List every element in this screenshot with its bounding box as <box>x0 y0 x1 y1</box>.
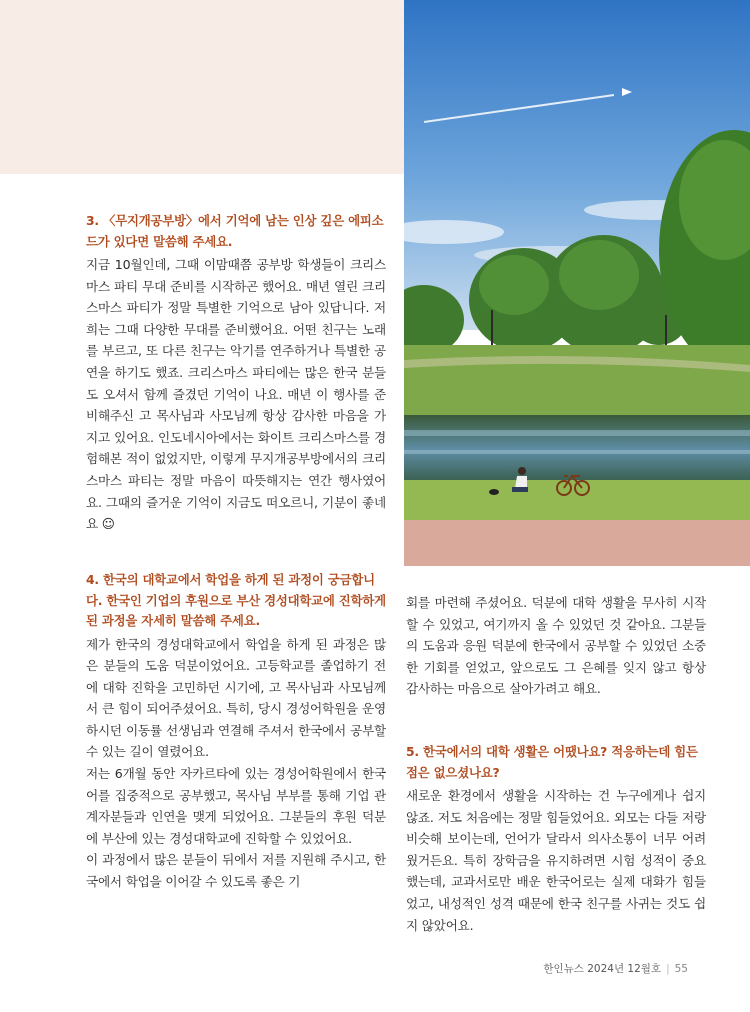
page-footer <box>543 961 688 976</box>
q3-answer: 지금 10월인데, 그때 이맘때쯤 공부방 학생들이 크리스마스 파티 무대 준비를 시작하곤 했어요. 매년 열린 크리스마스 파티가 정말 특별한 기억으로 남아 있답니다. 저희는 그때 다양한 무대를 준비했어요. 어떤 친구는 노래를 부르고, 또 다른 친구는 악기를 연주하거나 특별한 공연을 하기도 했죠. 크리스마스 파티에는 많은 한국 분들도 오셔서 함께 즐겼던 기억이 나요. 매년 이 행사를 준비해주신 고 목사님과 사모님께 항상 감사한 마음을 가지고 있어요. 인도네시아에서는 화이트 크리스마스를 경험해본 적이 없었지만, 이렇게 무지개공부방에서의 크리스마스 파티는 정말 마음이 따뜻해지는 연간 행사였어요. 그때의 즐거운 기억이 지금도 떠오르니, 기분이 좋네요 ☺ <box>86 257 386 532</box>
q4-answer-continued: 회를 마련해 주셨어요. 덕분에 대학 생활을 무사히 시작할 수 있었고, 여기까지 올 수 있었던 것 같아요. 그분들의 도움과 응원 덕분에 한국에서 공부할 수 있었던 소중한 기회를 얻었고, 앞으로도 그 은혜를 잊지 않고 항상 감사하는 마음으로 살아가려고 해요. <box>406 595 706 697</box>
page-number: 55 <box>674 963 688 975</box>
decorative-pink-block <box>0 0 404 174</box>
q4-continuation-block <box>406 592 706 700</box>
q4-answer-p2: 저는 6개월 동안 자카르타에 있는 경성어학원에서 한국어를 집중적으로 공부했고, 목사님 부부를 통해 기업 관계자분들과 인연을 맺게 되었어요. 그분들의 후원 덕분에 부산에 있는 경성대학교에 진학할 수 있었어요. <box>86 766 386 846</box>
q4-question: 4. 한국의 대학교에서 학업을 하게 된 과정이 궁금합니다. 한국인 기업의 후원으로 부산 경성대학교에 진학하게 된 과정을 자세히 말씀해 주세요. <box>86 572 386 628</box>
q5-block <box>406 742 706 936</box>
q4-answer-p3: 이 과정에서 많은 분들이 뒤에서 저를 지원해 주시고, 한국에서 학업을 이어갈 수 있도록 좋은 기 <box>86 852 386 890</box>
q3-block <box>86 211 386 535</box>
q3-question: 3. 〈무지개공부방〉에서 기억에 남는 인상 깊은 에피소드가 있다면 말씀해 주세요. <box>86 213 384 249</box>
park-lake-illustration <box>404 0 750 566</box>
q5-question: 5. 한국에서의 대학 생활은 어땠나요? 적응하는데 힘든 점은 없으셨나요? <box>406 744 698 780</box>
footer-separator: | <box>666 963 670 975</box>
publication-name: 한인뉴스 2024년 12월호 <box>543 963 662 975</box>
q4-answer-p1: 제가 한국의 경성대학교에서 학업을 하게 된 과정은 많은 분들의 도움 덕분이었어요. 고등학교를 졸업하기 전에 대학 진학을 고민하던 시기에, 고 목사님과 사모님께서 큰 힘이 되어주셨어요. 특히, 당시 경성어학원을 운영하시던 이동률 선생님과 연결해 주셔서 한국에서 공부할 수 있는 길이 열렸어요. <box>86 636 386 760</box>
q5-answer: 새로운 환경에서 생활을 시작하는 건 누구에게나 쉽지 않죠. 저도 처음에는 정말 힘들었어요. 외모는 다들 저랑 비슷해 보이는데, 언어가 달라서 의사소통이 너무 어려웠거든요. 특히 장학금을 유지하려면 시험 성적이 중요했는데, 교과서로만 배운 한국어로는 실제 대화가 힘들었고, 내성적인 성격 때문에 한국 친구를 사귀는 것도 쉽지 않았어요. <box>406 788 706 933</box>
q4-block <box>86 570 386 893</box>
